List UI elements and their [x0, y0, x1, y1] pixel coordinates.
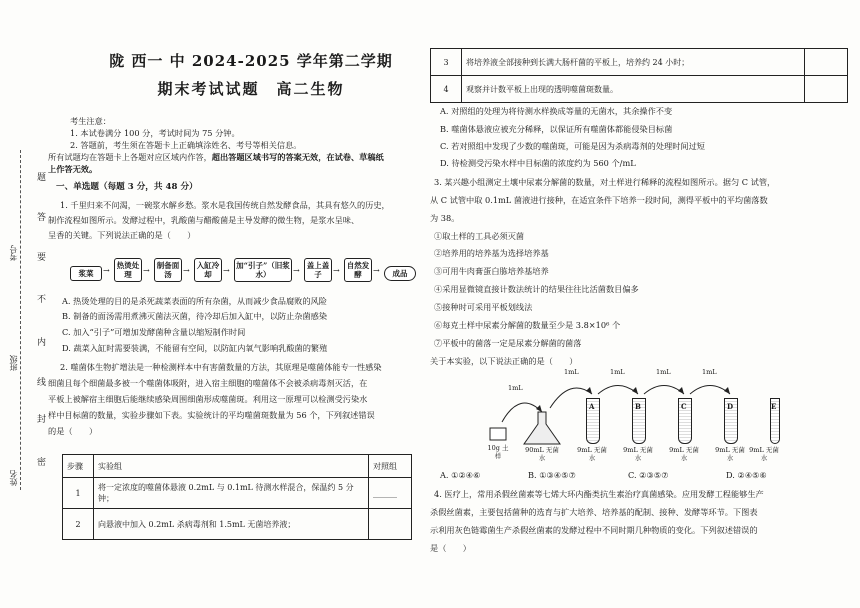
tube-label: C: [681, 402, 687, 411]
flow-step: 自然发酵: [344, 258, 372, 282]
seal-char: 要: [37, 253, 47, 263]
exam-no-label: 考号: [9, 245, 18, 261]
arrow-right-icon: →: [183, 266, 190, 275]
flow-step: 盖上盖子: [304, 258, 332, 282]
q3-stem-line: 从 C 试管中取 0.1mL 菌液进行接种，在适宜条件下培养一段时间，测得平板中的平均菌落数: [430, 195, 768, 205]
dilution-diagram: [480, 368, 780, 467]
tube-label: D: [727, 402, 734, 411]
q3-statement: ①取土样的工具必须灭菌: [434, 231, 525, 241]
q4-stem-line: 示利用灰色链霉菌生产杀假丝菌素的发酵过程中不同时期几种物质的变化。下列叙述错误的: [430, 525, 758, 535]
q1-option: B. 制备的面汤需用煮沸灭菌法灭菌，待冷却后加入缸中，以防止杂菌感染: [62, 311, 328, 321]
q3-statement: ②培养用的培养基为选择培养基: [434, 248, 549, 258]
q1-flowchart: [70, 258, 420, 292]
q3-statement: ⑤接种时可采用平板划线法: [434, 302, 533, 312]
q2-option: D. 待检测受污染水样中目标菌的浓度约为 560 个/mL: [440, 158, 636, 168]
q1-option: C. 加入“引子”可增加发酵菌种含量以缩短制作时间: [62, 327, 246, 337]
q3-question: 关于本实验，以下说法正确的是（ ）: [430, 356, 578, 366]
notice-item: 2. 答题前，考生须在答题卡上正确填涂姓名、考号等相关信息。: [70, 140, 302, 150]
q1-option: D. 蔬菜入缸时需要装满，不能留有空间，以防缸内氧气影响乳酸菌的繁殖: [62, 343, 328, 353]
flow-step: 热烫处理: [114, 258, 142, 282]
table-cell: 将培养液全部接种到长满大肠杆菌的平板上，培养约 24 小时；: [462, 49, 805, 76]
table-cell: [805, 76, 848, 103]
arrow-right-icon: →: [333, 266, 340, 275]
table-cell: [805, 49, 848, 76]
q3-option: A. ①②④⑥: [440, 470, 481, 480]
q3-statement: ⑦平板中的菌落一定是尿素分解菌的菌落: [434, 338, 582, 348]
transfer-volume: 1mL: [610, 368, 625, 376]
flask-label: 90mL 无菌水: [525, 446, 559, 462]
tube-water-label: 9mL 无菌水: [623, 446, 653, 462]
seal-char: 线: [37, 378, 47, 388]
q1-stem-line: 1. 千里归来不问渴，一碗浆水解乡愁。浆水是我国传统自然发酵食品，其具有悠久的历史，: [60, 200, 390, 210]
notice-heading: 考生注意：: [70, 116, 111, 126]
q2-option: B. 噬菌体悬液应被充分稀释，以保证所有噬菌体都能侵染目标菌: [440, 124, 673, 134]
q2-option: A. 对照组的处理为将待测水样换成等量的无菌水，其余操作不变: [440, 106, 673, 116]
seal-char: 不: [37, 295, 47, 305]
q4-stem-line: 4. 医疗上，常用杀假丝菌素等七烯大环内酯类抗生素治疗真菌感染。应用发酵工程能够生产: [434, 489, 764, 499]
notice-line-normal: 所有试题均在答题卡上各题对应区域内作答，: [48, 152, 212, 162]
notice-line-bold: 超出答题区域书写的答案无效，在试卷、草稿纸: [211, 152, 384, 162]
q2-stem-line: 2. 噬菌体生物扩增法是一种检测样本中有害菌数量的方法，其原理是噬菌体能专一性感染: [60, 362, 382, 372]
transfer-volume: 1mL: [564, 368, 579, 376]
q1-stem-line: 呈香的关键。下列说法正确的是（ ）: [48, 230, 196, 240]
table-cell: 3: [431, 49, 462, 76]
q2-stem-line: 细菌且每个细菌最多被一个噬菌体吸附，进入宿主细胞的噬菌体不会被杀病毒剂灭活，在: [48, 378, 368, 388]
transfer-volume: 1mL: [702, 368, 717, 376]
flow-step: 加“引子”（旧浆水）: [234, 258, 292, 282]
table-cell: 4: [431, 76, 462, 103]
q3-statement: ③可用牛肉膏蛋白胨培养基培养: [434, 266, 549, 276]
table-header: 步骤: [63, 455, 94, 478]
exam-title-line2: 期末考试试题 高二生物: [157, 80, 345, 98]
soil-label: 10g 土样: [487, 444, 509, 460]
tube-water-label: 9mL 无菌水: [577, 446, 607, 462]
flow-step: 入缸冷却: [194, 258, 222, 282]
q3-option: C. ②③⑤⑦: [628, 470, 669, 480]
notice-line-bold: 上作答无效。: [48, 164, 98, 174]
arrow-right-icon: →: [223, 266, 230, 275]
table-header: 对照组: [369, 455, 412, 478]
tube-water-label: 9mL 无菌水: [669, 446, 699, 462]
name-label: 姓名: [9, 470, 18, 486]
table-cell: 2: [63, 509, 94, 540]
table-cell: 将一定浓度的噬菌体悬液 0.2mL 与 0.1mL 待测水样混合，保温约 5 分钟；: [94, 478, 369, 509]
table-cell: 1: [63, 478, 94, 509]
arrow-right-icon: →: [143, 266, 150, 275]
arrow-right-icon: →: [373, 266, 380, 275]
q2-stem-line: 平板上被解宿主细胞后能继续感染周围细菌形成噬菌斑。利用这一原理可以检测受污染水: [48, 394, 368, 404]
tube-label: E: [771, 402, 777, 411]
transfer-volume: 1mL: [656, 368, 671, 376]
q1-stem-line: 制作流程如图所示。发酵过程中，乳酸菌与醋酸菌是主导发酵的微生物，是浆水呈味、: [48, 215, 360, 225]
arrow-right-icon: →: [103, 266, 110, 275]
flow-step: 浆菜: [70, 266, 102, 281]
q3-statement: ⑥每克土样中尿素分解菌的数量至少是 3.8×10⁶ 个: [434, 320, 621, 330]
q3-stem-line: 3. 某兴趣小组测定土壤中尿素分解菌的数量，对土样进行稀释的流程如图所示。据匀 C 试管，: [434, 177, 776, 187]
table-row: [63, 478, 412, 509]
notice-item: 1. 本试卷满分 100 分，考试时间为 75 分钟。: [70, 128, 240, 138]
table-row: [431, 49, 848, 76]
q2-option: C. 若对照组中发现了少数的噬菌斑，可能是因为杀病毒剂的处理时间过短: [440, 141, 705, 151]
seal-char: 内: [37, 338, 47, 348]
table-cell: 向悬液中加入 0.2mL 杀病毒剂和 1.5mL 无菌培养液；: [94, 509, 369, 540]
tube-water-label: 9mL 无菌水: [749, 446, 779, 462]
tube-label: A: [589, 402, 595, 411]
q2-stem-line: 样中目标菌的数量，实验步骤如下表。实验统计的平均噬菌斑数量为 56 个，下列叙述错误: [48, 410, 375, 420]
transfer-volume: 1mL: [508, 384, 523, 392]
flow-step: 成品: [384, 266, 416, 281]
seal-char: 题: [37, 173, 47, 183]
seal-char: 答: [37, 213, 47, 223]
arrow-right-icon: →: [293, 266, 300, 275]
seal-char: 密: [37, 458, 47, 468]
q4-stem-line: 杀假丝菌素，主要包括菌种的选育与扩大培养、培养基的配制、接种、发酵等环节。下图表: [430, 507, 758, 517]
q2-stem-line: 的是（ ）: [48, 426, 98, 436]
flow-step: 制备面汤: [154, 258, 182, 282]
q1-option: A. 热烫处理的目的是杀死蔬菜表面的所有杂菌，从而减少食品腐败的风险: [62, 296, 327, 306]
binding-gutter: [0, 0, 48, 608]
q3-option: D. ②④⑤⑥: [726, 470, 767, 480]
table-cell: [369, 509, 412, 540]
table-cell: ______: [369, 478, 412, 509]
table-row: [431, 76, 848, 103]
q3-statement: ④采用显微镜直接计数法统计的结果往往比活菌数目偏多: [434, 284, 639, 294]
section-heading: 一、单选题（每题 3 分，共 48 分）: [56, 182, 198, 192]
tube-label: B: [635, 402, 641, 411]
notice-line: [48, 152, 384, 163]
table-row: [63, 509, 412, 540]
class-label: 班级: [9, 355, 18, 371]
q2-table: [62, 454, 412, 540]
q2-table-continued: [430, 48, 848, 103]
seal-line: [20, 150, 21, 490]
seal-char: 封: [37, 415, 47, 425]
exam-title-line1: 陇 西一 中 2024-2025 学年第二学期: [109, 52, 393, 70]
table-cell: 观察并计数平板上出现的透明噬菌斑数量。: [462, 76, 805, 103]
tube-water-label: 9mL 无菌水: [715, 446, 745, 462]
q3-stem-line: 为 38。: [430, 213, 460, 223]
q4-stem-line: 是（ ）: [430, 543, 471, 553]
table-header: 实验组: [94, 455, 369, 478]
q3-option: B. ①③④⑤⑦: [528, 470, 576, 480]
